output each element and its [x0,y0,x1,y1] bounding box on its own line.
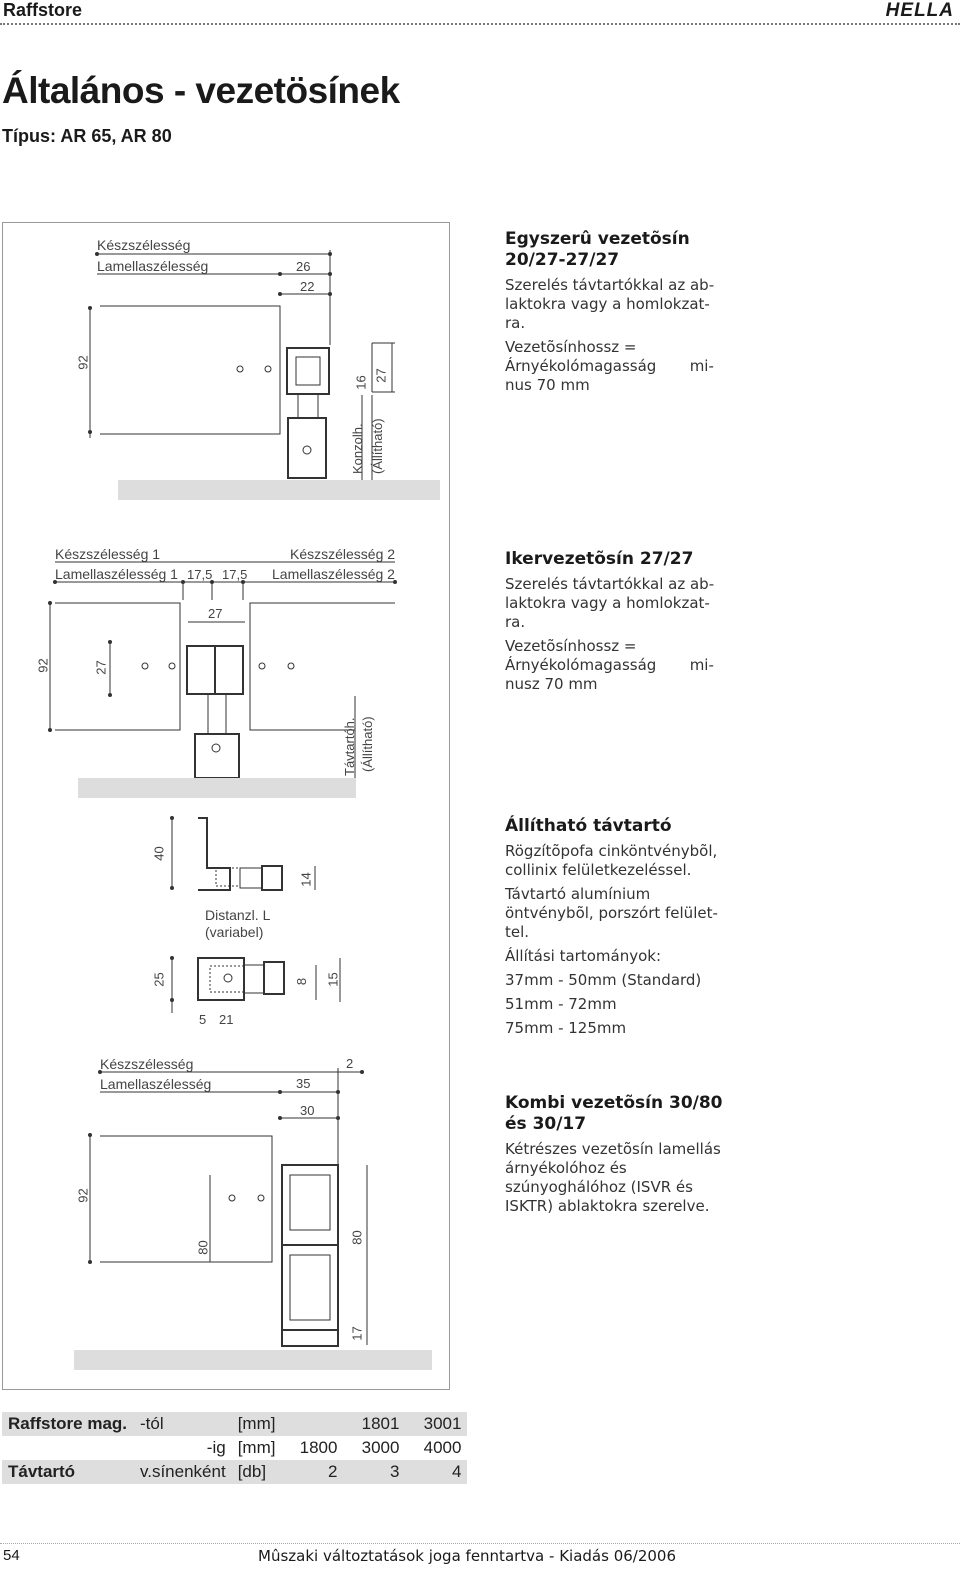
label-lamella-1: Lamellaszélesség 1 [55,566,178,582]
paragraph: Szerelés távtartókkal az ab- laktokra vagy a homlokzat- ra. [505,276,715,332]
footer-rule [0,1543,960,1544]
dim-17-5-a: 17,5 [187,567,213,582]
section-adjustable-spacer [505,816,745,1043]
dim-92-b: 92 [35,658,51,673]
dim-14: 14 [298,872,314,887]
section-title: Állítható távtartó [505,816,672,836]
table-row: -ig [mm] 1800 3000 4000 [206,1438,462,1457]
label-variabel: (variabel) [205,924,264,940]
page-title: Általános - vezetösínek [2,70,400,111]
table-row: Raffstore mag. -tól [mm] 1801 3001 [2,1412,467,1436]
label-kesz: Készszélesség [97,237,191,253]
copyright-notice: Mûszaki változtatások joga fenntartva - Kiadás 06/2006 [258,1547,677,1565]
label-kesz-1: Készszélesség 1 [55,546,161,562]
label-distanz: Distanzl. L [205,907,271,923]
section-combi-rail [505,1093,745,1221]
paragraph: Vezetõsínhossz = Árnyékolómagasság mi- nusz 70 mm [505,637,714,693]
dim-8: 8 [294,977,310,986]
section-twin-rail [505,549,735,699]
paragraph: 37mm - 50mm (Standard) [505,971,702,989]
brand-left: Raffstore [3,0,83,20]
paragraph: 51mm - 72mm [505,995,617,1013]
dim-92-combi: 92 [75,1188,91,1203]
spec-table [2,1412,467,1484]
dim-26: 26 [296,259,311,274]
paragraph: Kétrészes vezetõsín lamellás árnyékolóhoz és szúnyoghálóhoz (ISVR és ISKTR) ablaktokra szerelve. [505,1140,721,1215]
label-lamella-combi: Lamellaszélesség [100,1076,212,1092]
label-kesz-2: Készszélesség 2 [290,546,396,562]
dim-25: 25 [151,972,167,987]
section-simple-rail [505,229,735,400]
section-title: Egyszerû vezetõsín 20/27-27/27 [505,229,690,270]
paragraph: Távtartó alumínium öntvénybõl, porszórt felület- tel. [505,885,718,941]
dim-5: 5 [199,1012,207,1027]
dim-27-side: 27 [93,660,109,675]
label-lamella-2: Lamellaszélesség 2 [272,566,395,582]
dim-21: 21 [219,1012,234,1027]
section-title: Ikervezetõsín 27/27 [505,549,694,569]
diagram-combi-rail [0,0,460,1400]
page-subtitle: Típus: AR 65, AR 80 [2,126,172,146]
dim-80-b: 80 [349,1230,365,1245]
paragraph: Szerelés távtartókkal az ab- laktokra vagy a homlokzat- ra. [505,575,715,631]
dim-27: 27 [373,368,389,383]
paragraph: Rögzítõpofa cinköntvénybõl, collinix felületkezeléssel. [505,842,718,879]
dim-2: 2 [346,1056,354,1071]
label-lamella: Lamellaszélesség [97,258,209,274]
section-title: Kombi vezetõsín 30/80 és 30/17 [505,1093,723,1134]
dim-80-a: 80 [195,1240,211,1255]
hella-logo: HELLA [885,0,954,21]
dim-40: 40 [151,846,167,861]
dim-30: 30 [300,1103,315,1118]
page-number: 54 [3,1547,20,1564]
label-kesz-combi: Készszélesség [100,1056,194,1072]
dim-22: 22 [300,279,315,294]
dim-27-top: 27 [208,606,223,621]
dim-17: 17 [349,1326,365,1341]
dim-16: 16 [353,375,369,390]
dim-92: 92 [75,355,91,370]
table-row: Távtartó v.sínenként [db] 2 3 4 [2,1460,467,1484]
dim-15: 15 [325,972,341,987]
paragraph: Állítási tartományok: [505,947,661,965]
dim-17-5-b: 17,5 [222,567,248,582]
paragraph: Vezetõsínhossz = Árnyékolómagasság mi- nus 70 mm [505,338,714,394]
paragraph: 75mm - 125mm [505,1019,627,1037]
dim-35: 35 [296,1076,311,1091]
